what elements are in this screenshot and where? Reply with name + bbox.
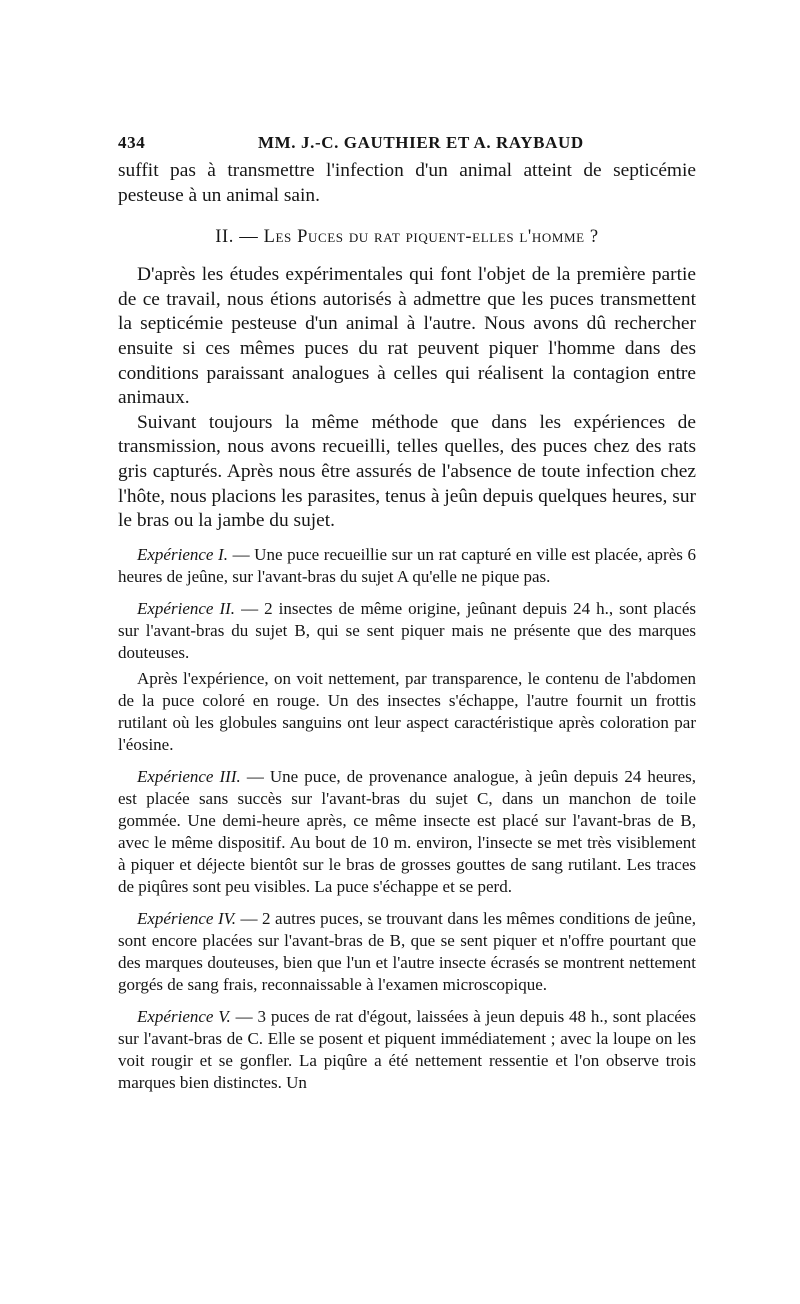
experiment-1 bbox=[118, 544, 696, 588]
page-header bbox=[118, 133, 696, 159]
experiment-5-label: Expérience V. bbox=[137, 1006, 231, 1026]
experiment-5 bbox=[118, 1006, 696, 1094]
experiment-2-continuation: Après l'expérience, on voit nettement, par transparence, le contenu de l'abdomen de la puce coloré en rouge. Un des insectes s'échappe, l'autre fournit un frottis rutilant où les globules sanguins ont leur aspect caractéristique après coloration par l'éosine. bbox=[118, 668, 696, 754]
experiment-5-text: — 3 puces de rat d'égout, laissées à jeun depuis 48 h., sont placées sur l'avant-bras de C. Elle se posent et piquent immédiatement ; avec la loupe on les voit rougir et se gonfler. La piqûre a été nettement ressentie et l'on observe trois marques bien distinctes. Un bbox=[118, 1006, 696, 1092]
experiment-4-text: — 2 autres puces, se trouvant dans les mêmes conditions de jeûne, sont encore placées sur l'avant-bras de B, que se sent piquer et n'offre pourtant que des marques douteuses, bien que l'un et l'autre insecte écrasés se montrent nettement gorgés de sang frais, reconnaissable à l'examen microscopique. bbox=[118, 908, 697, 994]
experiment-2-text: — 2 insectes de même origine, jeûnant depuis 24 h., sont placés sur l'avant-bras du sujet B, qui se sent piquer mais ne présente que des marques douteuses. bbox=[118, 598, 696, 662]
experiment-3-text: — Une puce, de provenance analogue, à jeûn depuis 24 heures, est placée sans succès sur l'avant-bras du sujet C, dans un manchon de toile gommée. Une demi-heure après, ce même insecte est placé sur l'avant-bras de B, avec le même dispositif. Au bout de 10 m. environ, l'insecte se met très visiblement à piquer et déjecte bientôt sur le bras de grosses gouttes de sang rutilant. Les traces de piqûres sont peu visibles. La puce s'échappe et se perd. bbox=[118, 766, 697, 896]
intro-paragraph: suffit pas à transmettre l'infection d'un animal atteint de septicémie pesteuse à un animal sain. bbox=[118, 160, 696, 206]
page-number: 434 bbox=[118, 133, 146, 152]
experiment-4 bbox=[118, 908, 696, 996]
experiment-2-label: Expérience II. bbox=[137, 598, 236, 618]
experiment-1-label: Expérience I. bbox=[137, 544, 228, 564]
experiment-3-label: Expérience III. bbox=[137, 766, 241, 786]
experiment-2 bbox=[118, 598, 696, 664]
experiment-3 bbox=[118, 766, 696, 898]
body-paragraph-1: D'après les études expérimentales qui font l'objet de la première partie de ce travail, nous étions autorisés à admettre que les puces transmettent la septicémie pesteuse d'un animal à l'autre. Nous avons dû rechercher ensuite si ces mêmes puces du rat peuvent piquer l'homme dans des conditions paraissant analogues à celles qui réalisent la contagion entre animaux. bbox=[118, 264, 696, 409]
experiment-1-text: — Une puce recueillie sur un rat capturé en ville est placée, après 6 heures de jeûne, sur l'avant-bras du sujet A qu'elle ne pique pas. bbox=[118, 544, 696, 586]
section-numeral: II. — bbox=[215, 227, 259, 248]
section-title: Les Puces du rat piquent-elles l'homme ? bbox=[263, 227, 599, 248]
running-title: MM. J.-C. GAUTHIER ET A. RAYBAUD bbox=[258, 133, 584, 152]
journal-page bbox=[118, 133, 696, 1094]
experiment-4-label: Expérience IV. bbox=[137, 908, 237, 928]
section-heading bbox=[118, 227, 696, 248]
body-paragraph-2: Suivant toujours la même méthode que dans les expériences de transmission, nous avons recueilli, telles quelles, des puces chez des rats gris capturés. Après nous être assurés de l'absence de toute infection chez l'hôte, nous placions les parasites, tenus à jeûn depuis quelques heures, sur le bras ou la jambe du sujet. bbox=[118, 411, 696, 532]
